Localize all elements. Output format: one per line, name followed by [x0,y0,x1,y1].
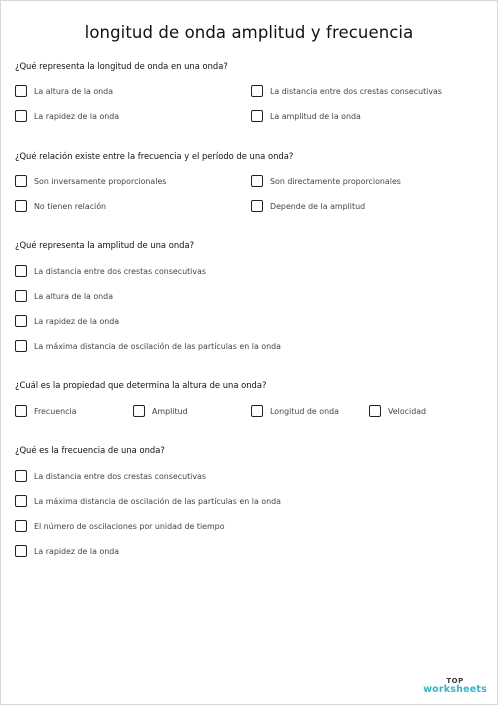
question-5-text: ¿Qué es la frecuencia de una onda? [15,445,165,455]
q5-option-3[interactable] [15,520,225,532]
option-label: La altura de la onda [34,86,114,96]
checkbox[interactable] [15,110,27,122]
q5-option-4[interactable] [15,545,119,557]
q2-option-3[interactable] [15,200,106,212]
checkbox[interactable] [15,545,27,557]
checkbox[interactable] [15,85,27,97]
option-label: Depende de la amplitud [270,201,366,211]
option-label: Longitud de onda [270,406,339,416]
option-label: La distancia entre dos crestas consecutivas [34,471,206,481]
question-2-text: ¿Qué relación existe entre la frecuencia y el período de una onda? [15,151,294,161]
q3-option-3[interactable] [15,315,119,327]
option-label: El número de oscilaciones por unidad de tiempo [34,521,225,531]
checkbox[interactable] [15,200,27,212]
checkbox[interactable] [15,175,27,187]
option-label: La distancia entre dos crestas consecutivas [270,86,442,96]
option-label: No tienen relación [34,201,107,211]
checkbox[interactable] [15,315,27,327]
checkbox[interactable] [15,495,27,507]
q5-option-1[interactable] [15,470,206,482]
checkbox[interactable] [15,290,27,302]
checkbox[interactable] [251,110,263,122]
question-1-text: ¿Qué representa la longitud de onda en una onda? [15,61,228,71]
checkbox[interactable] [369,405,381,417]
option-label: La máxima distancia de oscilación de las partículas en la onda [34,496,281,506]
q4-option-4[interactable] [369,405,426,417]
question-4-text: ¿Cuál es la propiedad que determina la altura de una onda? [15,380,267,390]
q5-option-2[interactable] [15,495,281,507]
topworksheets-logo [423,678,487,695]
checkbox[interactable] [15,520,27,532]
option-label: La altura de la onda [34,291,114,301]
checkbox[interactable] [15,340,27,352]
q1-option-2[interactable] [251,85,442,97]
checkbox[interactable] [15,265,27,277]
checkbox[interactable] [133,405,145,417]
option-label: La rapidez de la onda [34,111,120,121]
option-label: La rapidez de la onda [34,316,120,326]
q2-option-4[interactable] [251,200,365,212]
checkbox[interactable] [15,405,27,417]
checkbox[interactable] [251,175,263,187]
checkbox[interactable] [251,85,263,97]
option-label: La rapidez de la onda [34,546,120,556]
q1-option-3[interactable] [15,110,119,122]
option-label: La máxima distancia de oscilación de las partículas en la onda [34,341,281,351]
q4-option-3[interactable] [251,405,339,417]
option-label: Velocidad [388,406,427,416]
option-label: La distancia entre dos crestas consecutivas [34,266,206,276]
q3-option-4[interactable] [15,340,281,352]
option-label: Son directamente proporcionales [270,176,401,186]
q2-option-1[interactable] [15,175,166,187]
q3-option-2[interactable] [15,290,113,302]
q3-option-1[interactable] [15,265,206,277]
checkbox[interactable] [251,200,263,212]
q1-option-1[interactable] [15,85,113,97]
checkbox[interactable] [251,405,263,417]
option-label: Frecuencia [34,406,77,416]
q4-option-1[interactable] [15,405,76,417]
option-label: Amplitud [152,406,188,416]
question-3-text: ¿Qué representa la amplitud de una onda? [15,240,195,250]
logo-top-text: TOP [446,676,464,685]
q2-option-2[interactable] [251,175,401,187]
logo-brand-text: worksheets [423,683,487,695]
option-label: Son inversamente proporcionales [34,176,167,186]
checkbox[interactable] [15,470,27,482]
option-label: La amplitud de la onda [270,111,361,121]
page-title: longitud de onda amplitud y frecuencia [84,23,414,42]
q4-option-2[interactable] [133,405,188,417]
q1-option-4[interactable] [251,110,361,122]
